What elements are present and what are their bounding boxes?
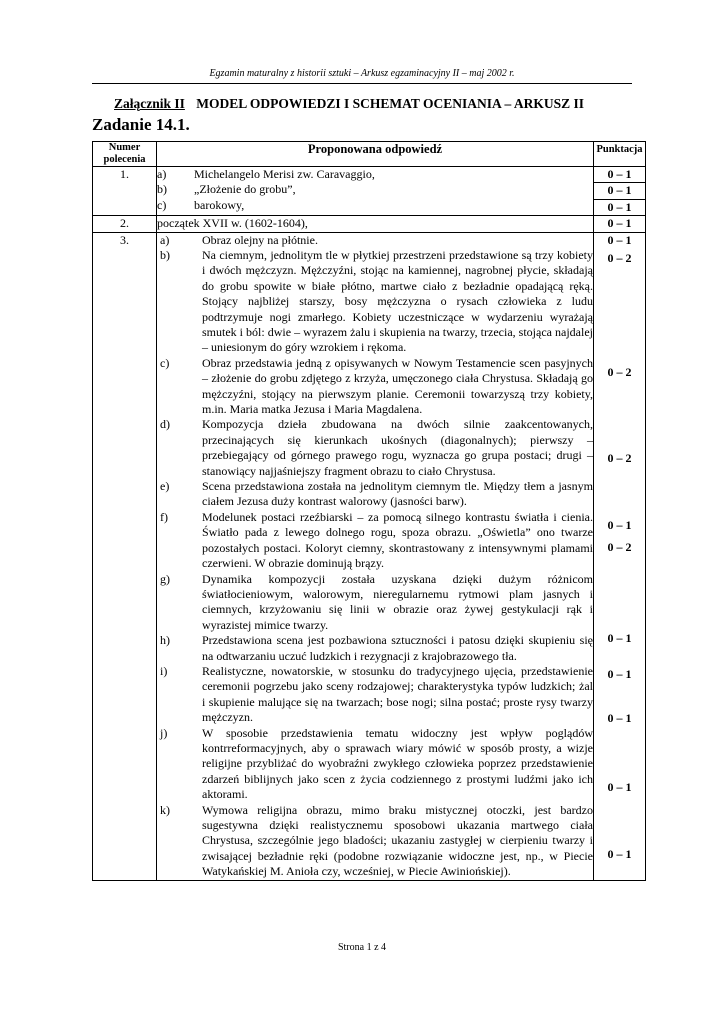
- item-label: f): [160, 509, 168, 524]
- task-title: Zadanie 14.1.: [92, 115, 190, 134]
- question-number: 1.: [93, 167, 157, 216]
- item-label: a): [157, 167, 167, 181]
- points-value: 0 – 1: [594, 216, 646, 232]
- answer-item: [157, 803, 593, 880]
- column-header-points: Punktacja: [594, 142, 646, 167]
- answer-cell: [157, 167, 594, 216]
- points-value: 0 – 1: [607, 232, 632, 247]
- item-label: h): [160, 633, 170, 648]
- points-value: 0 – 2: [607, 364, 632, 379]
- item-text: Realistyczne, nowatorskie, w stosunku do tradycyjnego ujęcia, przedstawienie ceremonii pogrzebu jako sceny rodzajowej; charakterystyka typów ludzkich; żal i skupienie malujące się na twarzach; bose nogi; silna postać; proste rysy twarzy mężczyzn.: [202, 663, 593, 725]
- annex-label: Załącznik II: [114, 96, 185, 111]
- answer-text: początek XVII w. (1602-1604),: [157, 216, 594, 232]
- question-number: 2.: [93, 216, 157, 232]
- answer-item: [157, 248, 593, 356]
- points-value: 0 – 1: [594, 167, 645, 183]
- item-text: Kompozycja dzieła zbudowana na dwóch silnie zaakcentowanych, przecinających się kierunkach ukośnych (diagonalnych); pierwszy – przebiegający od górnego prawego rogu, wyznacza go grupa postaci; drugi – stanowiący najjaśniejszy fragment obrazu to ciało Chrystusa.: [202, 417, 593, 478]
- answer-item: [157, 356, 593, 418]
- points-value: 0 – 2: [607, 539, 632, 554]
- item-text: Obraz olejny na płótnie.: [202, 232, 318, 247]
- item-label: c): [160, 355, 170, 370]
- answer-item: [157, 167, 593, 182]
- answer-table: [92, 141, 646, 881]
- points-cell: [594, 232, 646, 880]
- answer-item: [157, 633, 593, 664]
- table-header-row: [93, 142, 646, 167]
- item-text: Wymowa religijna obrazu, mimo braku mistycznej otoczki, jest bardzo sugestywna dzięki realistycznemu sposobowi ukazania martwego ciała Chrystusa, szczególnie jego bladości; ukazaniu zastygłej w cierpieniu twarzy i zwisającej bezładnie ręki (podobne rozwiązanie widoczne jest, np., w Piecie Watykańskiej M. Anioła czy, wcześniej, w Piecie Awiniońskiej).: [202, 802, 593, 879]
- item-label: i): [160, 663, 168, 678]
- answer-item: [157, 233, 593, 248]
- item-text: Dynamika kompozycji została uzyskana dzięki dużym różnicom światłocieniowym, walorowym, nieregularnemu rytmowi plam jasnych i ciemnych, krzyżowaniu się linii w obrazie oraz żywej gestykulacji rąk i wyrazistej mimice twarzy.: [202, 571, 593, 632]
- column-header-number: Numer polecenia: [93, 142, 157, 167]
- points-value: 0 – 1: [607, 710, 632, 725]
- table-row: [93, 216, 646, 232]
- points-value: 0 – 1: [607, 846, 632, 861]
- item-label: b): [160, 247, 170, 262]
- points-value: 0 – 1: [594, 183, 645, 199]
- page-header: Egzamin maturalny z historii sztuki – Arkusz egzaminacyjny II – maj 2002 r.: [209, 68, 515, 79]
- item-label: g): [160, 571, 170, 586]
- item-text: Obraz przedstawia jedną z opisywanych w Nowym Testamencie scen pasyjnych – złożenie do grobu zdjętego z krzyża, umęczonego ciała Chrystusa. Składają go mężczyźni, stojący na pierwszym planie. Ceremonii towarzyszą trzy kobiety, m.in. Maria matka Jezusa i Maria Magdalena.: [202, 355, 593, 417]
- points-value: 0 – 2: [607, 450, 632, 465]
- points-value: 0 – 2: [607, 250, 632, 265]
- answer-item: [157, 417, 593, 479]
- table-row: [93, 232, 646, 880]
- item-text: barokowy,: [194, 197, 245, 212]
- points-value: 0 – 1: [607, 666, 632, 681]
- answer-item: [157, 198, 593, 213]
- item-text: W sposobie przedstawienia tematu widoczny jest wpływ poglądów kontrreformacyjnych, aby o sprawach wiary mówić w sposób prosty, a wizje religijne przybliżać do wyobraźni zwykłego człowieka poprzez przedstawienie zdarzeń biblijnych jako scen z życia codziennego z prostymi ludźmi jako ich aktorami.: [202, 725, 593, 802]
- answer-cell: [157, 232, 594, 880]
- answer-item: [157, 182, 593, 197]
- item-text: Na ciemnym, jednolitym tle w płytkiej przestrzeni przedstawione są trzy kobiety i dwóch mężczyzn. Mężczyźni, stojąc na kamiennej, nagrobnej płycie, składają do grobu spowite w białe płótno, martwe ciało z bezładnie opadającą ręką. Stojący najbliżej starszy, bosy mężczyzna o rysach człowieka z ludu podtrzymuje nogi zmarłego. Kobiety uczestniczące w wydarzeniu wyrażają smutek i ból: dwie – wyrazem żalu i skupienia na twarzy, trzecia, stojąca najdalej – uniesionym do góry wzrokiem i rękoma.: [202, 247, 593, 355]
- column-header-answer: Proponowana odpowiedź: [157, 142, 594, 167]
- item-label: k): [160, 802, 170, 817]
- points-cell: [594, 167, 646, 216]
- page-number: Strona 1 z 4: [337, 942, 387, 953]
- answer-item: [157, 479, 593, 510]
- answer-item: [157, 510, 593, 572]
- points-value: 0 – 1: [607, 779, 632, 794]
- item-text: Przedstawiona scena jest pozbawiona sztuczności i patosu dzięki skupieniu się na odtwarzaniu uczuć ludzkich i rezygnacji z krajobrazowego tła.: [202, 633, 593, 663]
- item-label: a): [160, 232, 170, 247]
- item-text: Scena przedstawiona została na jednolitym ciemnym tle. Między tłem a jasnym ciałem Jezusa duży kontrast walorowy (jasności barw).: [202, 479, 593, 509]
- question-number: 3.: [93, 232, 157, 880]
- item-label: b): [157, 182, 167, 197]
- document-title: [92, 96, 652, 112]
- item-label: d): [160, 417, 170, 432]
- item-text: Modelunek postaci rzeźbiarski – za pomocą silnego kontrastu światła i cienia. Światło pada z lewego dolnego rogu, spoza obrazu. „Oświetla” ono twarze pozostałych postaci. Koloryt ciemny, skontrastowany z intensywnymi plamami czerwieni. W obrazie dominują brązy.: [202, 509, 593, 571]
- item-label: e): [160, 479, 170, 494]
- item-text: Michelangelo Merisi zw. Caravaggio,: [194, 167, 375, 181]
- answer-item: [157, 664, 593, 726]
- points-value: 0 – 1: [607, 517, 632, 532]
- table-row: [93, 167, 646, 216]
- answer-item: [157, 572, 593, 634]
- item-label: j): [160, 725, 168, 740]
- title-text: MODEL ODPOWIEDZI I SCHEMAT OCENIANIA – ARKUSZ II: [196, 96, 584, 111]
- item-label: c): [157, 197, 167, 212]
- points-value: 0 – 1: [607, 199, 632, 214]
- points-value: 0 – 1: [607, 630, 632, 645]
- answer-item: [157, 726, 593, 803]
- header-divider: [92, 83, 632, 84]
- item-text: „Złożenie do grobu”,: [194, 182, 296, 197]
